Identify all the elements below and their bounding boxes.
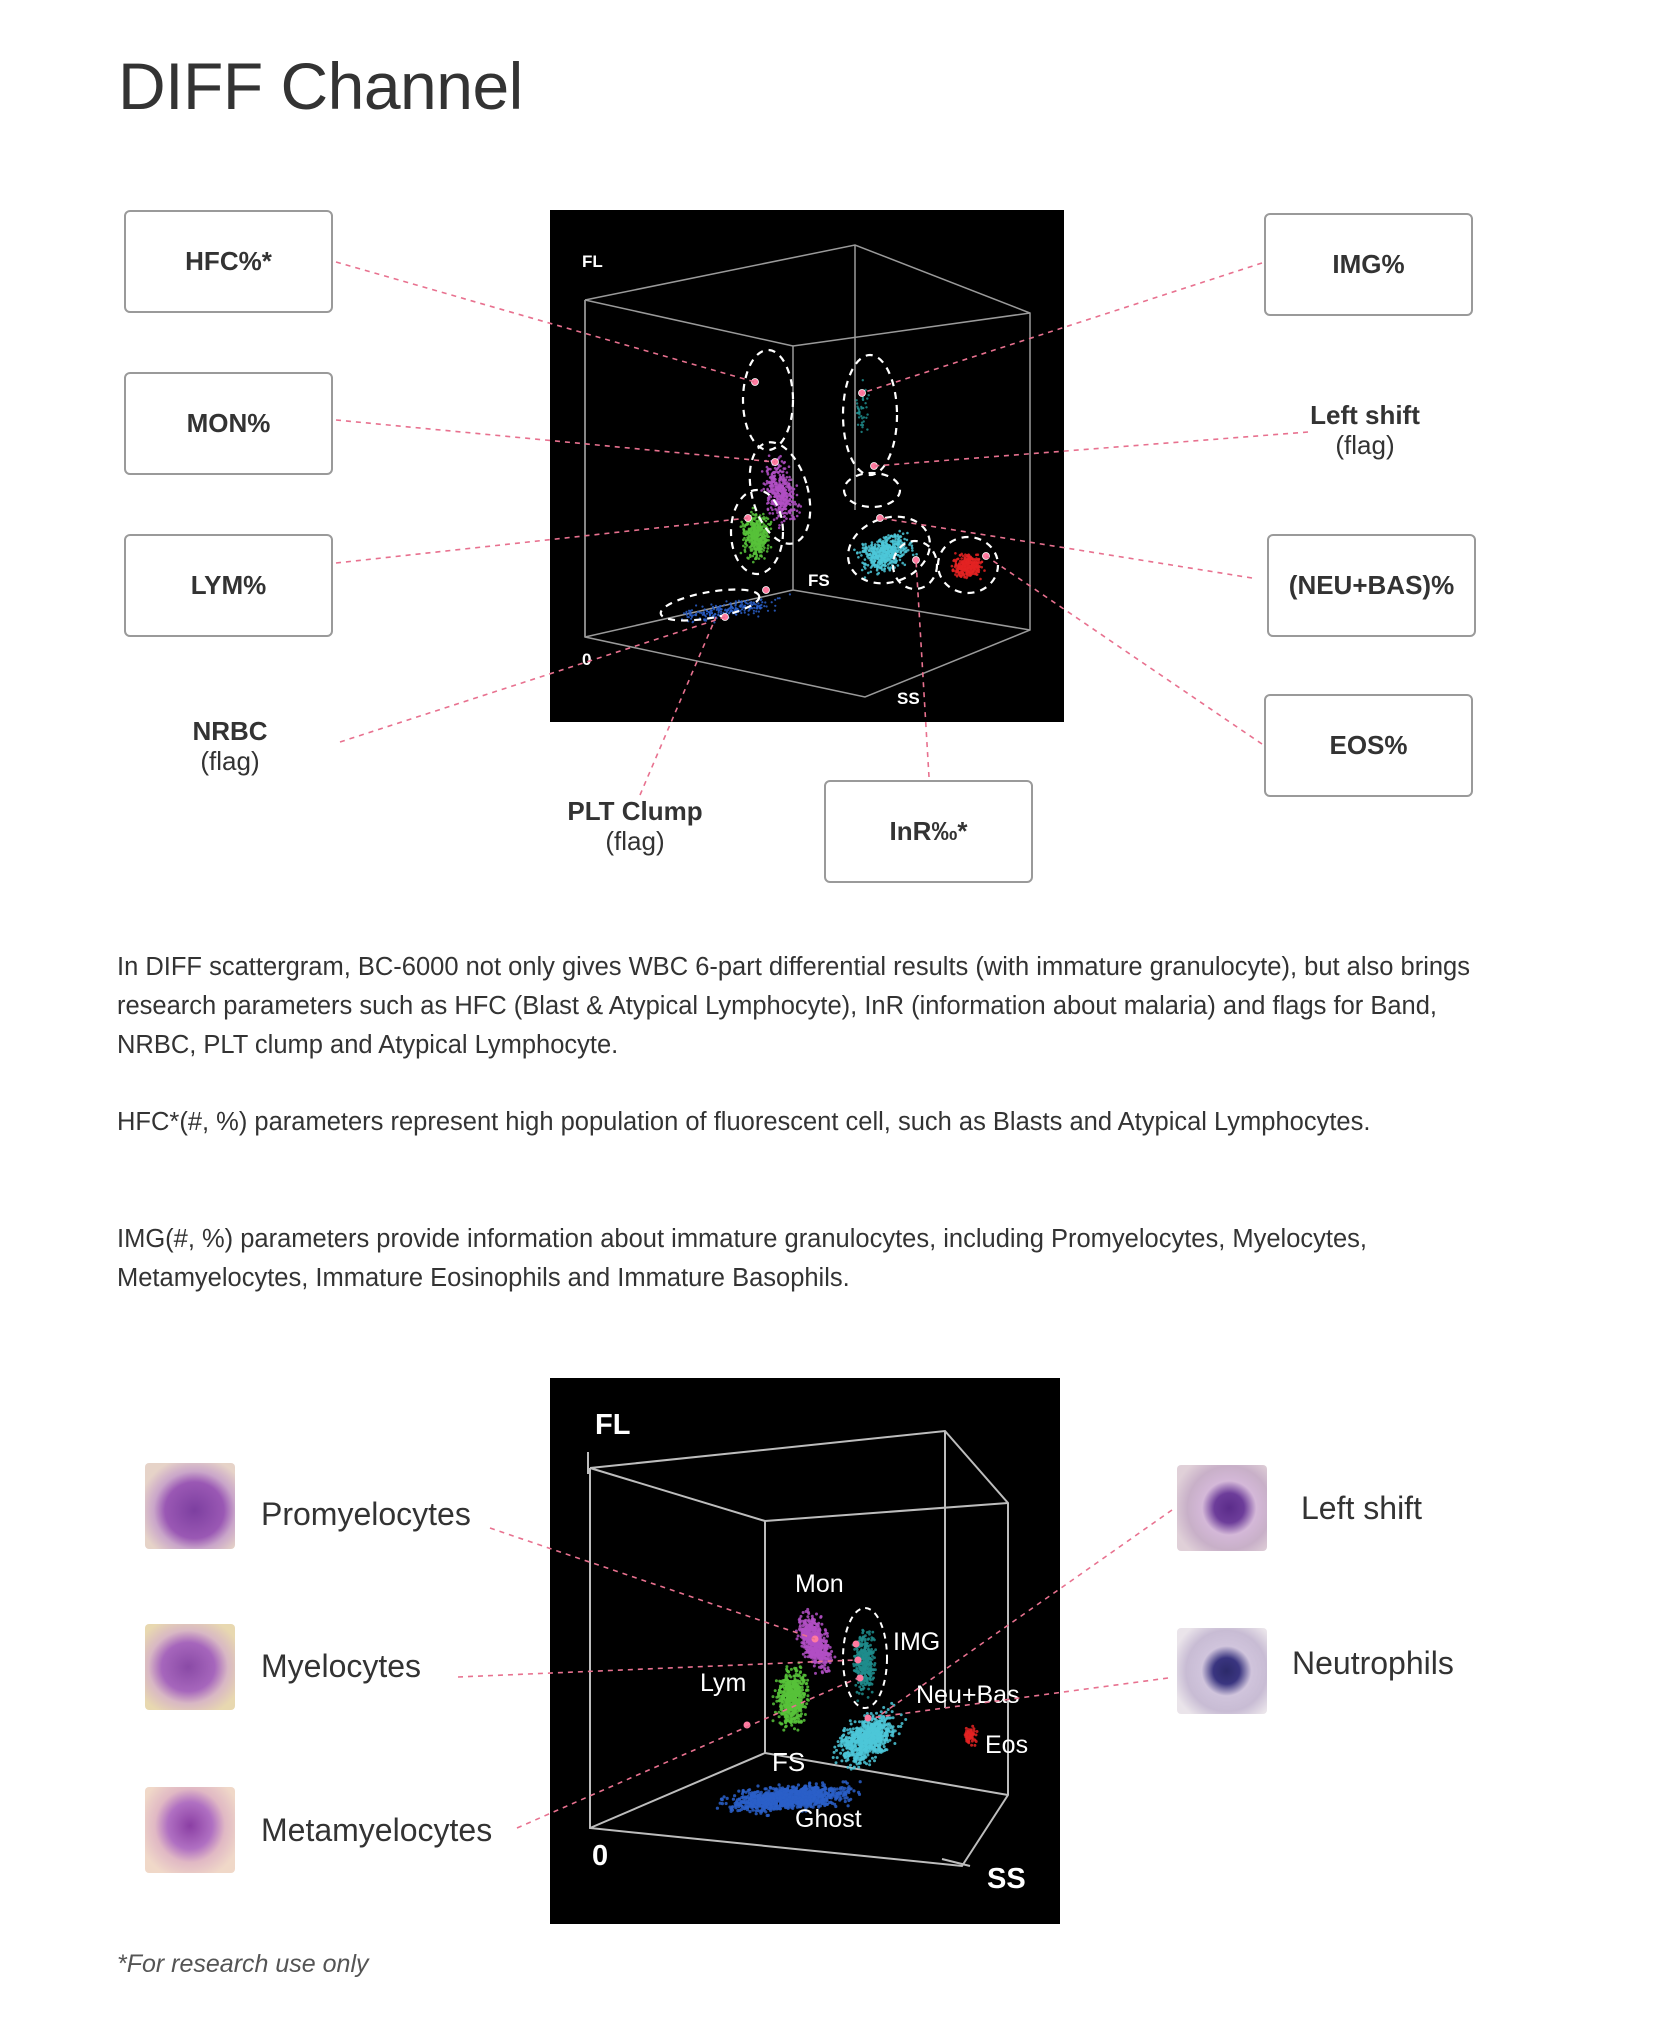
plt-clump-title: PLT Clump bbox=[567, 796, 703, 826]
mon-box bbox=[124, 372, 333, 475]
plt-clump-flag-label bbox=[545, 796, 725, 856]
bottom-axis-ss: SS bbox=[987, 1863, 1026, 1895]
neutrophil-image bbox=[1177, 1628, 1267, 1714]
metamyelocyte-image bbox=[145, 1787, 235, 1873]
paragraph-hfc: HFC*(#, %) parameters represent high population of fluorescent cell, such as Blasts and Atypical Lymphocytes. bbox=[117, 1108, 1371, 1136]
pop-label-mon: Mon bbox=[795, 1570, 844, 1598]
left-shift-sub: (flag) bbox=[1335, 430, 1395, 460]
pop-label-neu-bas: Neu+Bas bbox=[916, 1681, 1020, 1709]
top-scattergram bbox=[550, 210, 1064, 722]
hfc-box bbox=[124, 210, 333, 313]
inr-box bbox=[824, 780, 1033, 883]
neu-bas-box bbox=[1267, 534, 1476, 637]
neu-bas-label: (NEU+BAS)% bbox=[1288, 570, 1455, 600]
left-shift-flag-label bbox=[1290, 400, 1440, 460]
left-shift-title: Left shift bbox=[1310, 400, 1420, 430]
img-box bbox=[1264, 213, 1473, 316]
pop-label-lym: Lym bbox=[700, 1669, 747, 1697]
bottom-axis-fl: FL bbox=[595, 1409, 631, 1441]
pop-label-img: IMG bbox=[893, 1628, 941, 1656]
inr-label: InR‰* bbox=[889, 816, 968, 846]
bottom-axis-fs: FS bbox=[772, 1747, 806, 1777]
mon-label: MON% bbox=[186, 408, 271, 438]
metamyelocytes-label: Metamyelocytes bbox=[261, 1812, 493, 1848]
paragraph-diff-scattergram: In DIFF scattergram, BC-6000 not only gives WBC 6-part differential results (with immature granulocyte), but also brings research parameters such as HFC (Blast & Atypical Lymphocyte), InR (information about malaria) and flags for Band, NRBC, PLT clump and Atypical Lymphocyte. bbox=[117, 953, 1470, 1059]
lym-label: LYM% bbox=[190, 570, 267, 600]
top-axis-fs: FS bbox=[808, 571, 830, 590]
top-axis-fl: FL bbox=[582, 252, 603, 271]
nrbc-title: NRBC bbox=[192, 716, 268, 746]
bottom-scattergram bbox=[550, 1378, 1060, 1924]
eos-box bbox=[1264, 694, 1473, 797]
left-shift-cell-image bbox=[1177, 1465, 1267, 1551]
promyelocyte-image bbox=[145, 1463, 235, 1549]
promyelocytes-label: Promyelocytes bbox=[261, 1496, 471, 1532]
nrbc-sub: (flag) bbox=[200, 746, 260, 776]
neutrophils-label: Neutrophils bbox=[1292, 1645, 1454, 1681]
nrbc-flag-label bbox=[150, 716, 310, 776]
plt-clump-sub: (flag) bbox=[605, 826, 665, 856]
top-clusters bbox=[681, 379, 986, 624]
page-title: DIFF Channel bbox=[118, 49, 523, 123]
myelocytes-label: Myelocytes bbox=[261, 1648, 422, 1684]
bottom-axis-origin: 0 bbox=[592, 1840, 609, 1872]
top-axis-ss: SS bbox=[897, 689, 920, 708]
footnote: *For research use only bbox=[117, 1950, 369, 1978]
myelocyte-image bbox=[145, 1624, 235, 1710]
hfc-label: HFC%* bbox=[185, 246, 272, 276]
top-axis-origin: 0 bbox=[582, 650, 592, 669]
paragraph-img: IMG(#, %) parameters provide information about immature granulocytes, including Promyelocytes, Myelocytes, Metamyelocytes, Immature Eosinophils and Immature Basophils. bbox=[117, 1225, 1368, 1292]
top-cube-frame bbox=[585, 245, 1030, 697]
lym-box bbox=[124, 534, 333, 637]
img-label: IMG% bbox=[1332, 249, 1405, 279]
eos-label: EOS% bbox=[1329, 730, 1408, 760]
pop-label-ghost: Ghost bbox=[795, 1805, 862, 1833]
pop-label-eos: Eos bbox=[985, 1731, 1029, 1759]
left-shift-cell-label: Left shift bbox=[1301, 1490, 1422, 1526]
